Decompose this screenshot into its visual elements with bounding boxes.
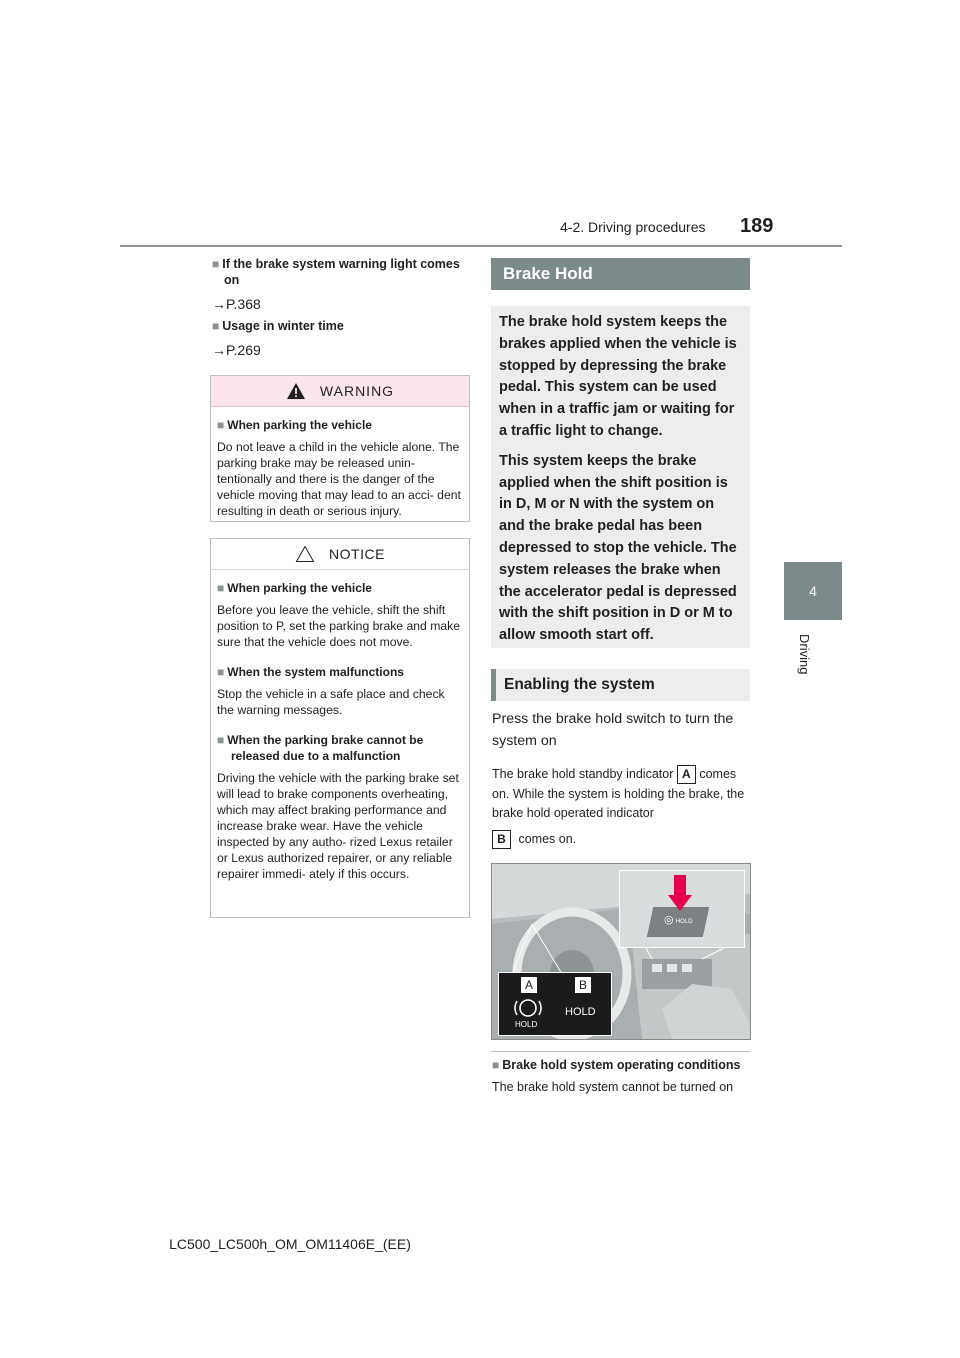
note-part-1: The brake hold standby indicator [492, 767, 674, 781]
brake-hold-figure [491, 863, 751, 1040]
warning-box [210, 375, 470, 522]
notice-text-1: Before you leave the vehicle, shift the shift position to P, set the parking brake and make sure that the vehicle does not move. [217, 603, 460, 649]
divider [491, 1051, 750, 1052]
square-bullet-icon: ■ [217, 665, 225, 679]
warning-triangle-icon [286, 382, 306, 400]
footer-code: LC500_LC500h_OM_OM11406E_(EE) [169, 1236, 411, 1252]
press-arrow-icon [668, 875, 692, 918]
page-number: 189 [740, 215, 774, 237]
note-part-2: comes on. While the system is holding the brake, the brake hold operated indicator [492, 767, 745, 820]
item2-heading: ■ Usage in winter time [212, 319, 344, 333]
brake-hold-para-2: This system keeps the brake applied when the shift position is in D, M or N with the system on and the brake pedal has been depressed to stop the vehicle. The system releases the brake when the accelerator pedal is depressed with the shift position in D or M to allow smooth start off. [499, 452, 737, 644]
square-bullet-icon: ■ [212, 257, 220, 271]
brake-hold-heading: Brake Hold [491, 258, 750, 290]
item2-ref: →P.269 [212, 342, 261, 358]
hold-switch-icon: ◎ [664, 914, 674, 926]
brake-hold-para-1: The brake hold system keeps the brakes applied when the vehicle is stopped by depressing the brake pedal. This system can be used when in a traffic jam or waiting for a traffic light to change. [499, 314, 737, 439]
enabling-step: Press the brake hold switch to turn the system on [492, 711, 734, 749]
label-b-box: B [492, 830, 511, 849]
label-a-box: A [677, 765, 696, 784]
brake-hold-intro [491, 306, 750, 648]
warning-header [211, 376, 469, 407]
warning-subheading: ■ When parking the vehicle [217, 418, 372, 432]
indicator-inset [498, 972, 612, 1036]
section-title: 4-2. Driving procedures [560, 219, 706, 235]
notice-triangle-icon [295, 545, 315, 563]
hold-switch-label: ◎ HOLD [664, 914, 693, 926]
item1 [212, 256, 472, 312]
operating-conditions-heading: ■ Brake hold system operating conditions [492, 1058, 741, 1072]
square-bullet-icon: ■ [217, 581, 225, 595]
indicator-hold-text-b: HOLD [565, 1006, 596, 1018]
square-bullet-icon: ■ [212, 319, 220, 333]
enabling-note-end [492, 830, 752, 850]
enabling-heading: Enabling the system [491, 669, 750, 701]
note-part-3: comes on. [518, 832, 577, 846]
item1-heading: ■ If the brake system warning light comes on [212, 257, 460, 287]
notice-subheading-3: ■ When the parking brake cannot be released due to a malfunction [217, 733, 424, 763]
notice-box [210, 538, 470, 918]
warning-title: WARNING [319, 383, 395, 399]
indicator-label-b: B [575, 977, 591, 993]
chapter-tab-label-text: Driving [797, 634, 812, 675]
chapter-tab-number: 4 [784, 562, 842, 620]
switch-inset [619, 870, 745, 948]
square-bullet-icon: ■ [492, 1058, 500, 1072]
warning-text: Do not leave a child in the vehicle alone. The parking brake may be released unin- tentionally and there is the danger of the vehicle moving that may lead to an acci- dent resulting in death or serious injury. [217, 440, 461, 518]
item2 [212, 318, 472, 358]
notice-subheading-1: ■ When parking the vehicle [217, 581, 372, 595]
notice-text-3: Driving the vehicle with the parking brake set will lead to brake components overheating, which may affect braking performance and increase brake wear. Have the vehicle inspected by any autho- rized Lexus retailer or Lexus authorized repairer, or any reliable repairer immedi- ately if this occurs. [217, 771, 459, 881]
square-bullet-icon: ■ [217, 418, 225, 432]
chapter-tab-label [788, 628, 838, 688]
enabling-note [492, 765, 752, 824]
notice-header [211, 539, 469, 570]
indicator-hold-text-a: HOLD [515, 1020, 538, 1029]
item1-ref: →P.368 [212, 296, 261, 312]
indicator-label-a: A [521, 977, 537, 993]
notice-title: NOTICE [329, 546, 385, 562]
notice-subheading-2: ■ When the system malfunctions [217, 665, 404, 679]
notice-text-2: Stop the vehicle in a safe place and check the warning messages. [217, 687, 445, 717]
square-bullet-icon: ■ [217, 733, 225, 747]
operating-conditions-text: The brake hold system cannot be turned on [492, 1080, 734, 1094]
header-rule [120, 245, 842, 247]
operating-conditions [492, 1057, 754, 1094]
